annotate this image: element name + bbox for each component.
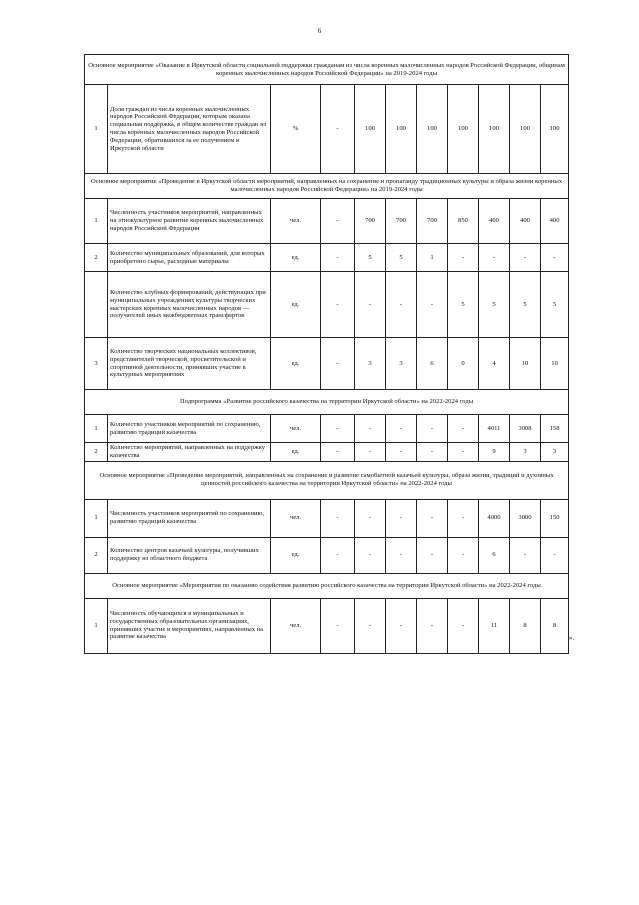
row-number: 2 [85,244,108,272]
value-cell: - [417,272,448,338]
indicators-table [84,54,569,654]
table-row [85,272,569,338]
value-cell: - [541,244,569,272]
value-cell: - [510,537,541,573]
value-cell: 9 [479,443,510,462]
indicator-description: Количество центров казачьей культуры, получивших поддержку из областного бюджета [108,537,271,573]
value-cell: - [321,199,355,244]
row-number: 1 [85,85,108,174]
value-cell: 8 [541,598,569,653]
value-cell: - [386,537,417,573]
value-cell: 400 [541,199,569,244]
value-cell: - [321,499,355,537]
value-cell: 100 [541,85,569,174]
table-row [85,499,569,537]
value-cell: - [355,598,386,653]
value-cell: - [355,443,386,462]
row-number [85,272,108,338]
value-cell: - [417,443,448,462]
value-cell: - [321,244,355,272]
value-cell: 100 [355,85,386,174]
row-number: 1 [85,415,108,443]
value-cell: 700 [417,199,448,244]
value-cell: 3 [541,443,569,462]
value-cell: 3000 [510,499,541,537]
unit-cell: чел. [271,415,321,443]
value-cell: 3 [355,338,386,390]
value-cell: 4011 [479,415,510,443]
page-number: 6 [317,27,322,35]
value-cell: 100 [479,85,510,174]
row-number: 1 [85,598,108,653]
value-cell: 400 [510,199,541,244]
value-cell: 11 [479,598,510,653]
section-title: Основное мероприятие «Проведение мероприятий, направленных на сохранение и развитие самобытной казачьей культуры, образа жизни, традиций и духовных ценностей российского казачества на территории Иркутской области» на 2022-2024 годы [85,461,569,499]
unit-cell: % [271,85,321,174]
section-header-row [85,573,569,598]
value-cell: - [448,443,479,462]
value-cell: - [448,499,479,537]
value-cell: - [417,598,448,653]
section-header-row [85,461,569,499]
row-number: 2 [85,537,108,573]
value-cell: - [541,537,569,573]
value-cell: - [448,415,479,443]
value-cell: 5 [386,244,417,272]
value-cell: - [321,443,355,462]
value-cell: 400 [479,199,510,244]
value-cell: 8 [510,598,541,653]
value-cell: 10 [541,338,569,390]
value-cell: 0 [448,338,479,390]
value-cell: 5 [355,244,386,272]
value-cell: 100 [510,85,541,174]
value-cell: 5 [510,272,541,338]
table-row [85,537,569,573]
table-row [85,199,569,244]
value-cell: - [417,499,448,537]
value-cell: 700 [386,199,417,244]
value-cell: 5 [448,272,479,338]
table-row [85,85,569,174]
indicator-description: Доля граждан из числа коренных малочисленных народов Российской Федерации, которым оказана социальная поддержка, в общем количестве граждан из числа коренных малочисленных народов Российской Федерации, обратившихся за ее получением в Иркутской области [108,85,271,174]
unit-cell: чел. [271,598,321,653]
unit-cell: ед. [271,244,321,272]
indicator-description: Численность участников мероприятий по сохранению, развитию традиций казачества [108,499,271,537]
indicator-description: Численность обучающихся в муниципальных и государственных образовательных организациях, принявших участие в мероприятиях, направленных на развитие казачества [108,598,271,653]
value-cell: 5 [479,272,510,338]
value-cell: 1 [417,244,448,272]
value-cell: - [386,415,417,443]
section-header-row [85,55,569,85]
value-cell: 100 [417,85,448,174]
value-cell: - [448,244,479,272]
table-row [85,598,569,653]
value-cell: - [321,415,355,443]
value-cell: 3 [510,443,541,462]
value-cell: - [510,244,541,272]
indicator-description: Количество мероприятий, направленных на поддержку казачества [108,443,271,462]
value-cell: - [386,598,417,653]
value-cell: - [417,415,448,443]
value-cell: 3008 [510,415,541,443]
value-cell: 6 [479,537,510,573]
value-cell: - [448,598,479,653]
value-cell: - [386,272,417,338]
value-cell: - [321,85,355,174]
value-cell: - [321,272,355,338]
value-cell: - [321,338,355,390]
row-number: 2 [85,443,108,462]
value-cell: 850 [448,199,479,244]
value-cell: 158 [541,415,569,443]
unit-cell: чел. [271,499,321,537]
unit-cell: чел. [271,199,321,244]
table-row [85,415,569,443]
value-cell: 5 [541,272,569,338]
section-title: Основное мероприятие «Проведение в Иркутской области мероприятий, направленных на сохранение и пропаганду традиционных культуры и образа жизни коренных малочисленных народов Российской Федерации» на 2019-2024 годы [85,174,569,199]
row-number: 1 [85,499,108,537]
value-cell: - [321,598,355,653]
indicator-description: Количество клубных формирований, действующих при муниципальных учреждениях культуры творческих мастерских коренных малочисленных народов — получателей иных межбюджетных трансфертов [108,272,271,338]
section-title: Подпрограмма «Развитие российского казачества на территории Иркутской области» на 2022-2024 годы [85,390,569,415]
value-cell: - [321,537,355,573]
value-cell: - [355,499,386,537]
value-cell: - [448,537,479,573]
value-cell: - [417,537,448,573]
unit-cell: ед. [271,537,321,573]
value-cell: - [386,443,417,462]
table-row [85,244,569,272]
unit-cell: ед. [271,272,321,338]
value-cell: 6 [417,338,448,390]
table-row [85,443,569,462]
value-cell: 100 [448,85,479,174]
row-number: 3 [85,338,108,390]
value-cell: 4 [479,338,510,390]
value-cell: - [355,272,386,338]
value-cell: 150 [541,499,569,537]
section-header-row [85,390,569,415]
unit-cell: ед. [271,443,321,462]
value-cell: 700 [355,199,386,244]
section-header-row [85,174,569,199]
section-title: Основное мероприятие «Мероприятия по оказанию содействия развитию российского казачества на территории Иркутской области» на 2022-2024 годы [85,573,569,598]
unit-cell: ед. [271,338,321,390]
value-cell: 100 [386,85,417,174]
section-title: Основное мероприятие «Оказание в Иркутской области социальной поддержки гражданам из числа коренных малочисленных народов Российской Федерации, общинам коренных малочисленных народов Российской Федерации» на 2019-2024 годы [85,55,569,85]
indicator-description: Количество муниципальных образований, для которых приобретено сырье, расходные материалы [108,244,271,272]
indicator-description: Количество участников мероприятий по сохранению, развитию традиций казачества [108,415,271,443]
value-cell: 3 [386,338,417,390]
value-cell: - [479,244,510,272]
value-cell: - [386,499,417,537]
row-number: 1 [85,199,108,244]
value-cell: - [355,537,386,573]
indicator-description: Количество творческих национальных коллективов, представителей творческой, просветительской и спортивной деятельности, принявших участие в культурных мероприятиях [108,338,271,390]
indicator-description: Численность участников мероприятий, направленных на этнокультурное развитие коренных малочисленных народов Российской Федерации [108,199,271,244]
value-cell: 10 [510,338,541,390]
value-cell: 4000 [479,499,510,537]
table-row [85,338,569,390]
row-marker: ». [569,634,575,642]
value-cell: - [355,415,386,443]
